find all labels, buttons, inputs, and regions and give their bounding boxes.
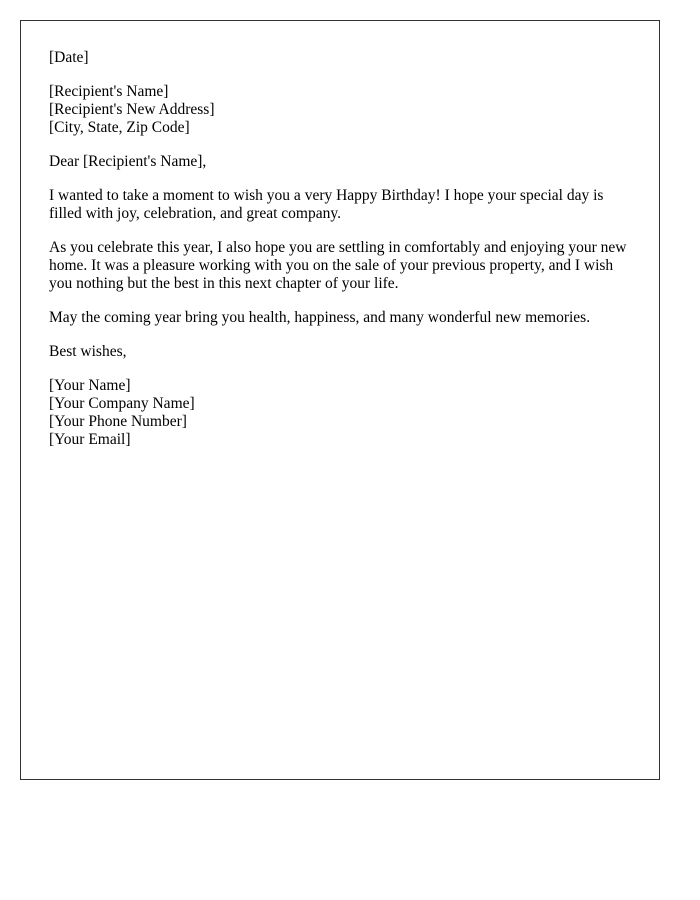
date-block xyxy=(49,49,639,67)
letter-body xyxy=(49,49,639,465)
recipient-city-state-zip: [City, State, Zip Code] xyxy=(49,119,190,136)
signature-email: [Your Email] xyxy=(49,431,131,448)
salutation: Dear [Recipient's Name], xyxy=(49,153,207,170)
signature-name: [Your Name] xyxy=(49,377,131,394)
letter-date: [Date] xyxy=(49,49,89,66)
signature-block xyxy=(49,377,639,449)
signature-company: [Your Company Name] xyxy=(49,395,195,412)
paragraph-new-home: As you celebrate this year, I also hope you are settling in comfortably and enjoying your new home. It was a pleasure working with you on the sale of your previous property, and I wish you nothing but the best in this next chapter of your life. xyxy=(49,239,627,292)
recipient-name: [Recipient's Name] xyxy=(49,83,169,100)
signature-phone: [Your Phone Number] xyxy=(49,413,187,430)
closing-block xyxy=(49,343,639,361)
letter-page xyxy=(20,20,660,780)
salutation-block xyxy=(49,153,639,171)
closing: Best wishes, xyxy=(49,343,127,360)
paragraph-coming-year: May the coming year bring you health, happiness, and many wonderful new memories. xyxy=(49,309,591,326)
recipient-address: [Recipient's New Address] xyxy=(49,101,215,118)
paragraph-birthday-wish: I wanted to take a moment to wish you a very Happy Birthday! I hope your special day is filled with joy, celebration, and great company. xyxy=(49,187,604,222)
recipient-address-block xyxy=(49,83,639,137)
